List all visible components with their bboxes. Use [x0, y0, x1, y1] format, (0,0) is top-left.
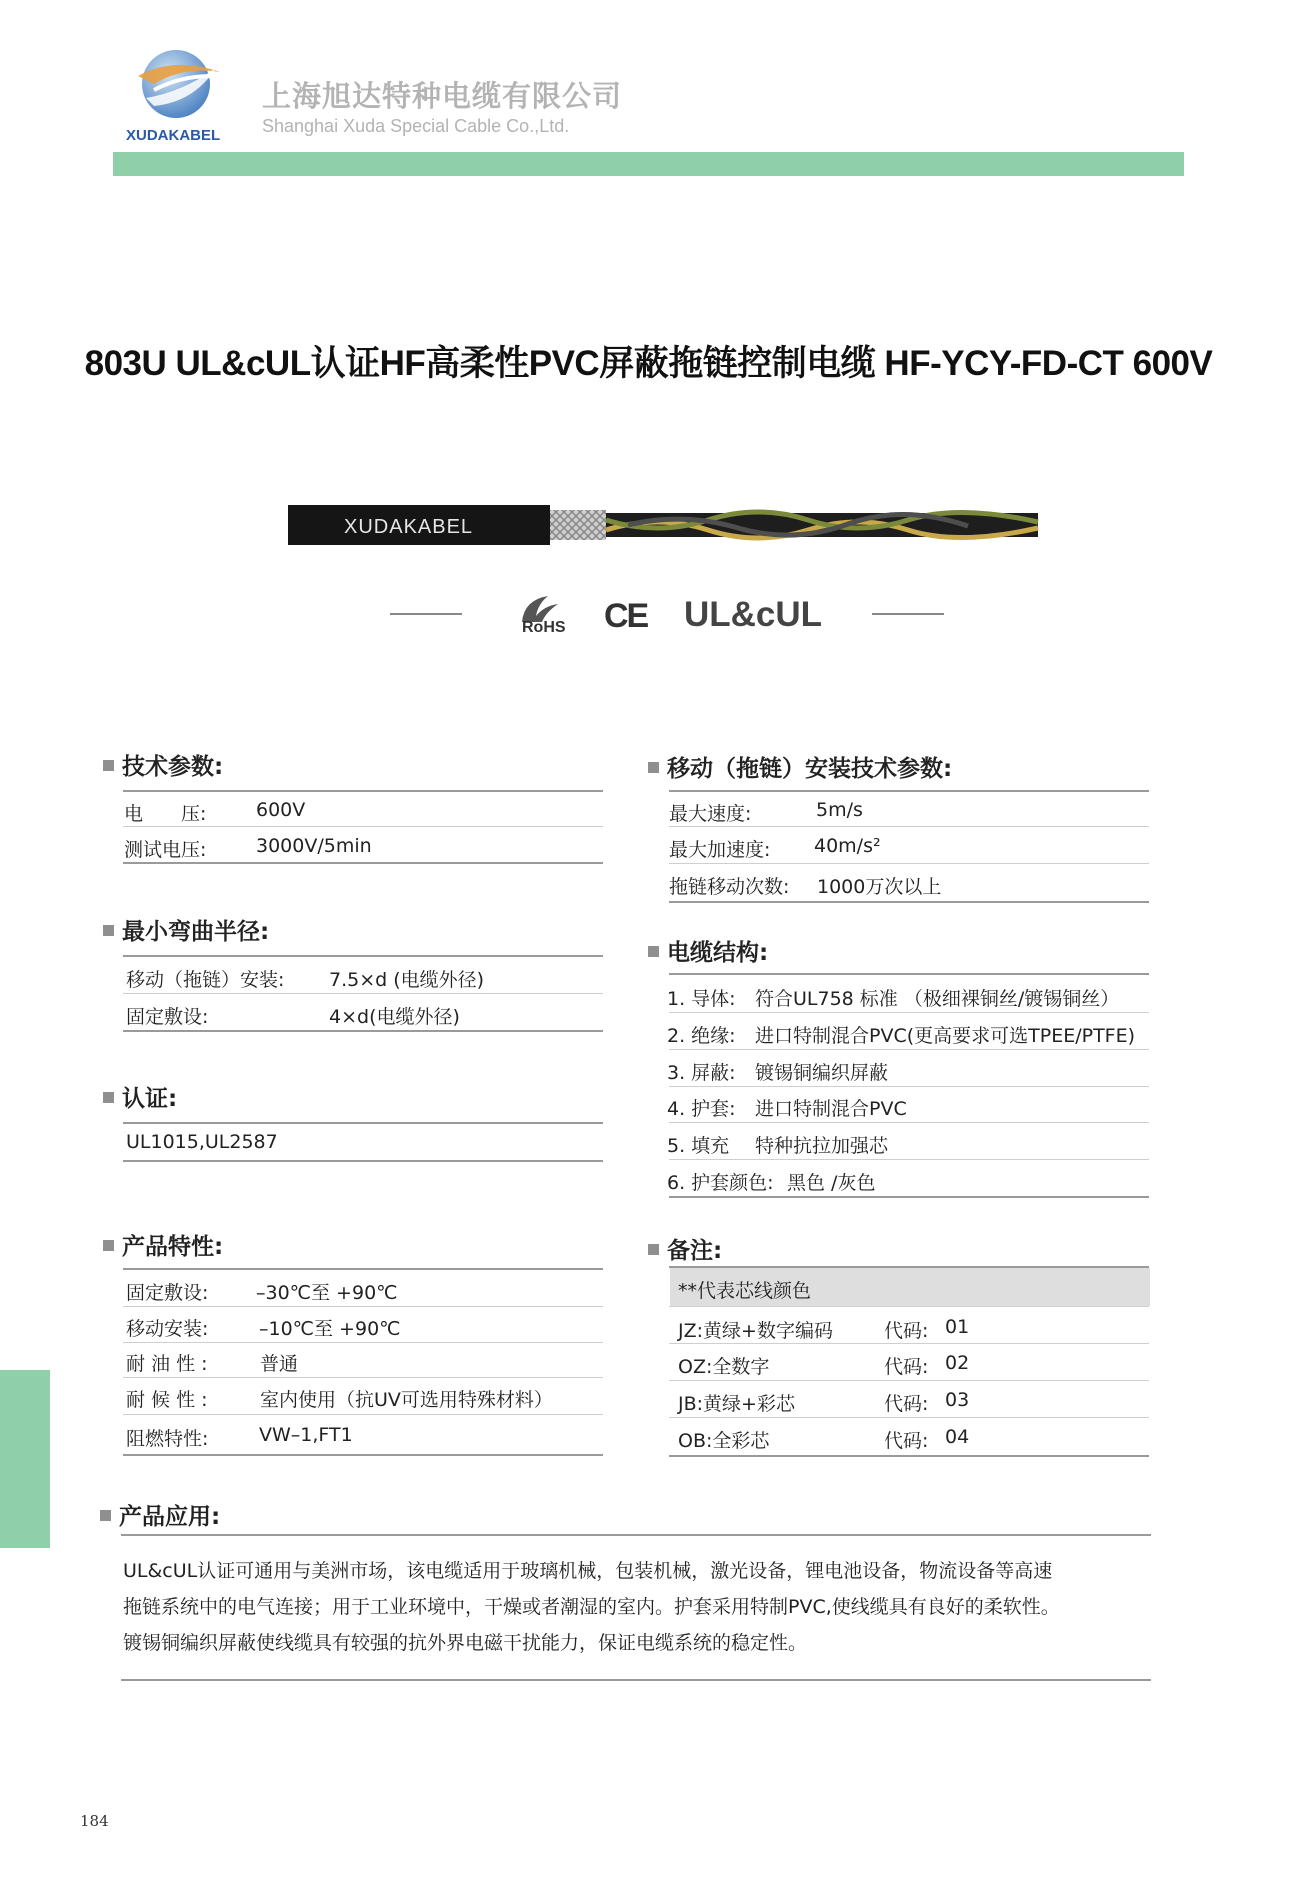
table-rule: [669, 1122, 1149, 1123]
table-rule: [123, 1030, 603, 1032]
table-rule: [123, 993, 603, 994]
company-name-cn: 上海旭达特种电缆有限公司: [262, 79, 623, 113]
cable-print: XUDAKABEL: [344, 516, 474, 538]
rohs-icon: [514, 592, 580, 636]
table-rule: [123, 1342, 603, 1343]
company-name-en: Shanghai Xuda Special Cable Co.,Ltd.: [262, 116, 570, 136]
table-rule: [669, 901, 1149, 903]
cable-image: [288, 500, 1040, 550]
certification-value: UL1015,UL2587: [126, 1131, 278, 1153]
table-rule: [123, 1160, 603, 1162]
table-rule: [121, 1534, 1151, 1536]
table-rule: [123, 1377, 603, 1378]
table-rule: [669, 1455, 1149, 1457]
bullet-square-icon: [648, 762, 659, 773]
table-rule: [123, 955, 603, 957]
table-rule: [669, 1306, 1149, 1307]
table-rule: [123, 1122, 603, 1124]
notes-header-text: **代表芯线颜色: [678, 1280, 812, 1302]
application-text: [123, 1553, 1163, 1661]
table-rule: [669, 1196, 1149, 1198]
table-rule: [669, 1343, 1149, 1344]
ul-cul-mark: UL&cUL: [684, 595, 823, 634]
section-heading-notes: 备注:: [648, 1232, 722, 1265]
table-rule: [669, 826, 1149, 827]
bullet-square-icon: [100, 1510, 111, 1521]
table-rule: [669, 1049, 1149, 1050]
side-tab: [0, 1370, 50, 1548]
logo-text: XUDAKABEL: [126, 127, 221, 144]
table-rule: [123, 862, 603, 864]
application-line: UL&cUL认证可通用与美洲市场，该电缆适用于玻璃机械，包装机械，激光设备，锂电池设备，物流设备等高速: [123, 1560, 1053, 1582]
bullet-square-icon: [648, 946, 659, 957]
table-rule: [669, 1159, 1149, 1160]
divider-line: [872, 613, 944, 615]
header-accent-bar: [113, 152, 1184, 176]
table-rule: [669, 1380, 1149, 1381]
section-heading-application: 产品应用:: [100, 1498, 220, 1531]
page-number: 184: [80, 1812, 109, 1830]
table-rule: [123, 1268, 603, 1270]
ce-mark: CE: [604, 597, 648, 635]
section-heading-cable-structure: 电缆结构:: [648, 934, 768, 967]
bullet-square-icon: [103, 1240, 114, 1251]
section-heading-certification: 认证:: [103, 1080, 177, 1113]
bullet-square-icon: [103, 925, 114, 936]
bullet-square-icon: [103, 1092, 114, 1103]
section-heading-min-bend: 最小弯曲半径:: [103, 913, 269, 946]
section-heading-tech-params: 技术参数:: [103, 748, 223, 781]
bullet-square-icon: [648, 1244, 659, 1255]
application-line: 拖链系统中的电气连接；用于工业环境中，干燥或者潮湿的室内。护套采用特制PVC,使线缆具有良好的柔软性。: [123, 1596, 1060, 1618]
product-title: 803U UL&cUL认证HF高柔性PVC屏蔽拖链控制电缆 HF-YCY-FD-CT 600V: [84, 344, 1213, 383]
table-rule: [669, 1417, 1149, 1418]
table-rule: [669, 973, 1149, 975]
table-rule: [123, 1306, 603, 1307]
table-rule: [123, 790, 603, 792]
table-rule: [123, 826, 603, 827]
rohs-label: RoHS: [522, 619, 566, 636]
table-rule: [123, 1414, 603, 1415]
company-logo: [124, 46, 240, 146]
table-rule: [669, 790, 1149, 792]
application-line: 镀锡铜编织屏蔽使线缆具有较强的抗外界电磁干扰能力，保证电缆系统的稳定性。: [123, 1632, 808, 1654]
divider-line: [390, 613, 462, 615]
table-rule: [123, 1454, 603, 1456]
table-rule: [669, 863, 1149, 864]
bullet-square-icon: [103, 760, 114, 771]
table-rule: [669, 1012, 1149, 1013]
section-heading-product-features: 产品特性:: [103, 1228, 223, 1261]
table-rule: [669, 1086, 1149, 1087]
section-heading-drag-chain: 移动（拖链）安装技术参数:: [648, 750, 952, 783]
table-rule: [121, 1679, 1151, 1681]
